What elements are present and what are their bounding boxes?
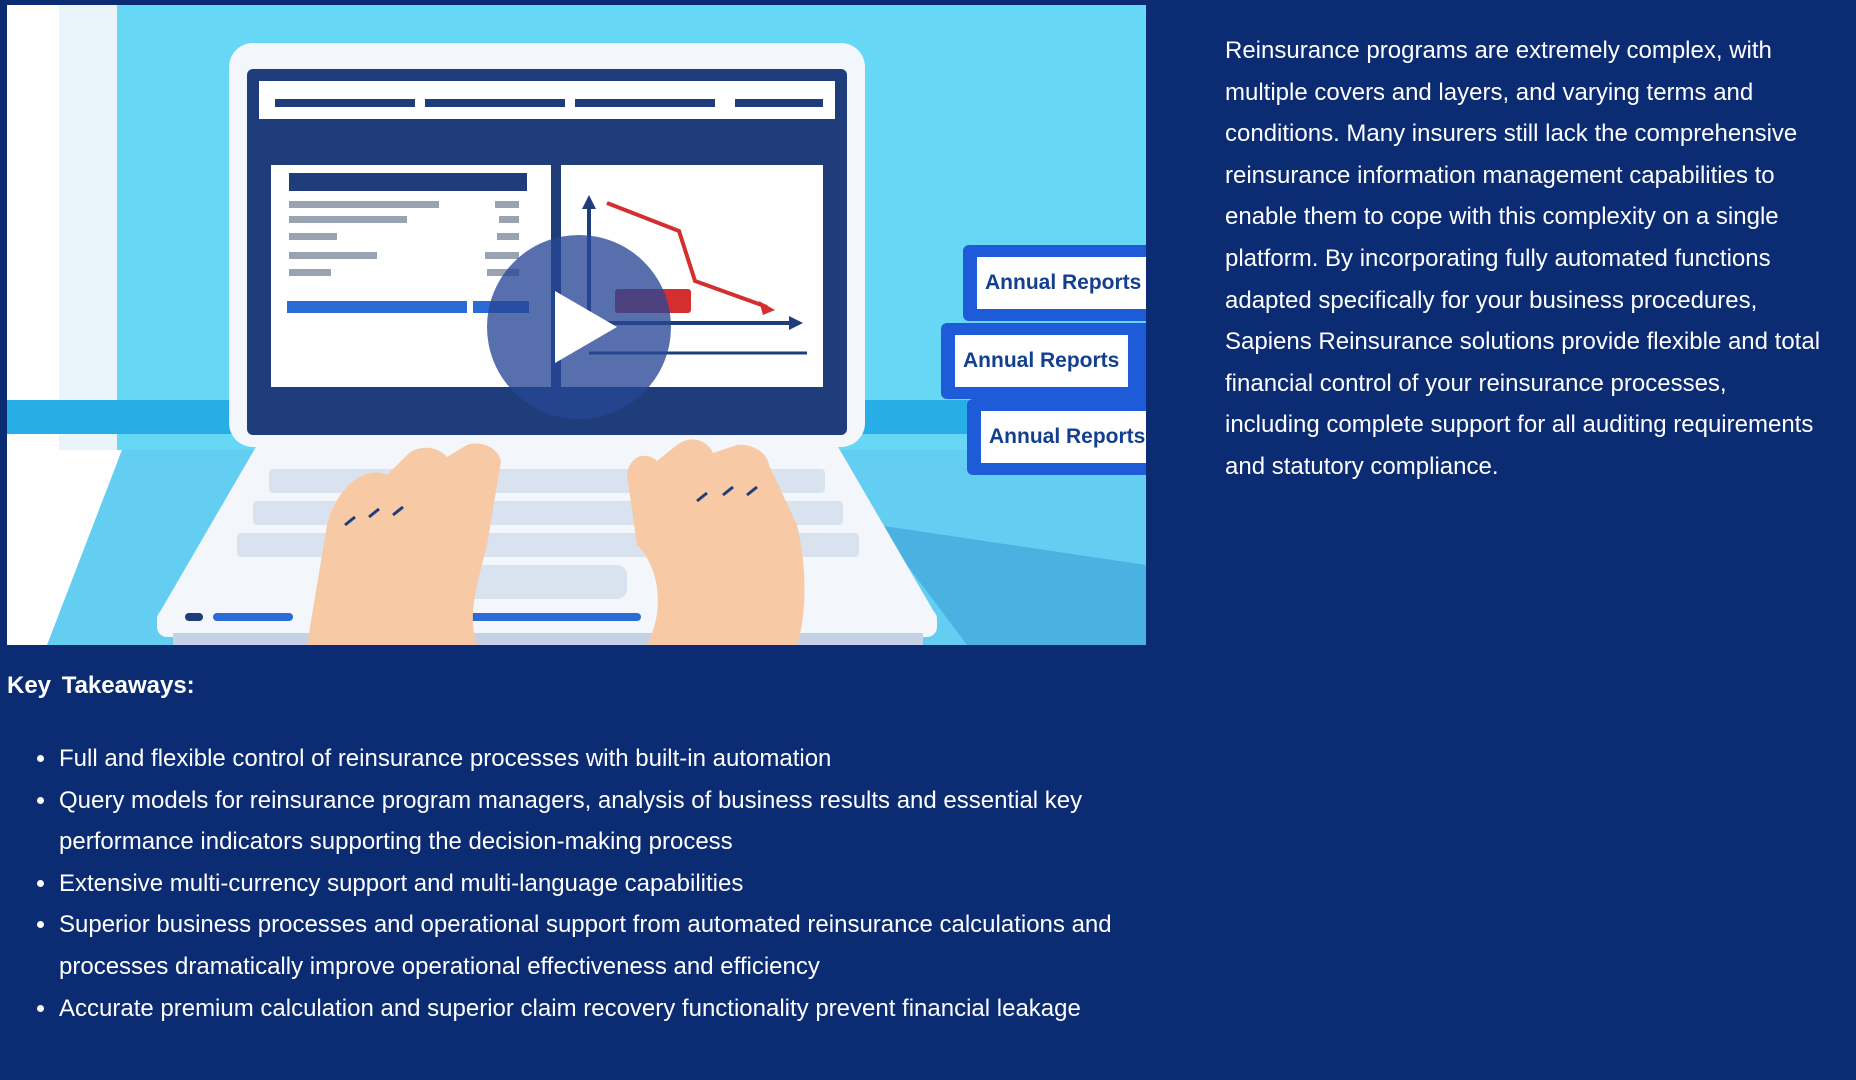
report-tab-3 <box>967 399 1146 475</box>
list-item: Extensive multi-currency support and multi-language capabilities <box>59 863 1147 905</box>
play-button[interactable] <box>487 235 671 419</box>
list-item: Query models for reinsurance program managers, analysis of business results and essential key performance indicators supporting the decision-making process <box>59 780 1147 863</box>
report-tab-label: Annual Reports <box>981 411 1146 463</box>
product-description: Reinsurance programs are extremely complex, with multiple covers and layers, and varying terms and conditions. Many insurers still lack the comprehensive reinsurance information management capabilities to enable them to cope with this complexity on a single platform. By incorporating fully automated functions adapted specifically for your business procedures, Sapiens Reinsurance solutions provide flexible and total financial control of your reinsurance processes, including complete support for all auditing requirements and statutory compliance. <box>1225 37 1821 480</box>
list-item: Full and flexible control of reinsurance processes with built-in automation <box>59 738 1147 780</box>
report-tab-label: Annual Reports <box>955 335 1128 387</box>
takeaways-heading: Key Takeaways: <box>7 672 195 699</box>
list-item: Accurate premium calculation and superior claim recovery functionality prevent financial leakage <box>59 988 1147 1030</box>
takeaways-list <box>7 738 1147 1029</box>
report-tab-1 <box>963 245 1146 321</box>
video-player[interactable] <box>7 5 1146 645</box>
report-tab-2 <box>941 323 1146 399</box>
play-icon <box>555 291 617 363</box>
list-item: Superior business processes and operational support from automated reinsurance calculations and processes dramatically improve operational effectiveness and efficiency <box>59 904 1147 987</box>
report-tab-label: Annual Reports <box>977 257 1146 309</box>
